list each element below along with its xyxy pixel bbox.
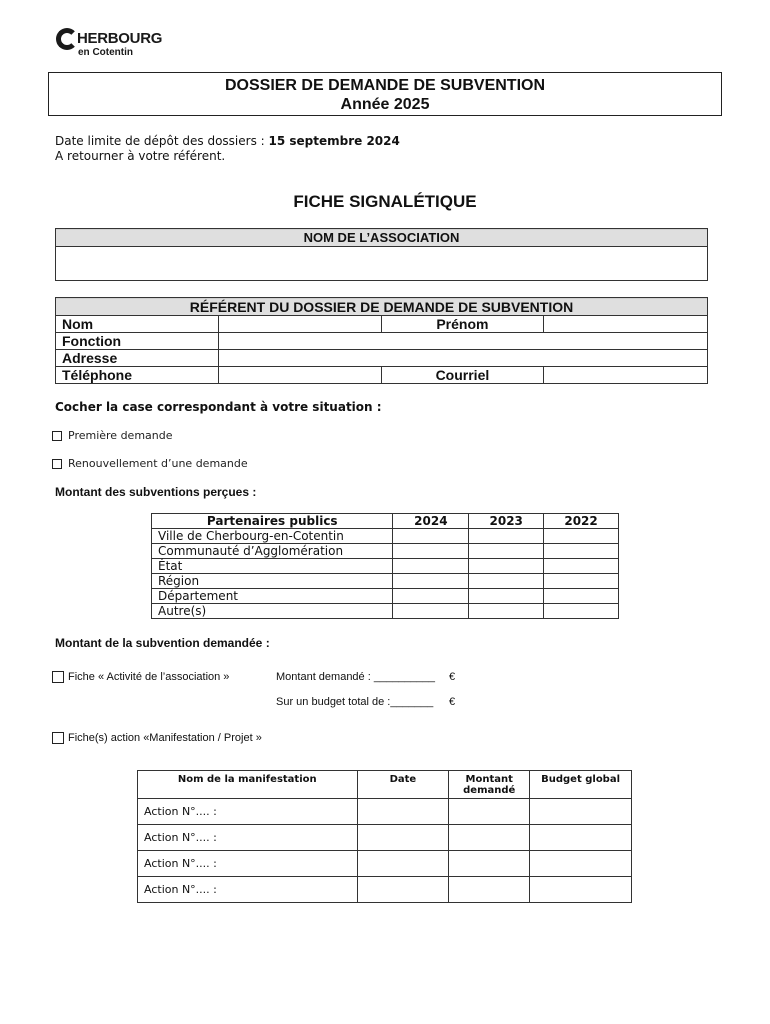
first-request-label: Première demande [68,429,173,442]
received-subsidies-table [151,513,619,619]
total-budget-label: Sur un budget total de :_______ [276,696,434,708]
amount-cell[interactable] [469,589,544,604]
action-row-label: Action N°.... : [138,825,358,851]
amount-cell[interactable] [469,559,544,574]
activity-sheet-option[interactable] [52,671,229,683]
requested-amount-header: Montant demandé [449,771,530,799]
year-2022-header: 2022 [544,514,619,529]
document-title-box [48,72,722,116]
total-budget-field[interactable] [276,696,433,708]
association-name-table [55,228,708,281]
amount-cell[interactable] [469,529,544,544]
action-cell[interactable] [449,825,530,851]
telephone-field[interactable] [218,367,381,384]
global-budget-header: Budget global [530,771,632,799]
renewal-option[interactable] [52,457,248,470]
first-request-checkbox[interactable] [52,431,62,441]
amount-cell[interactable] [544,589,619,604]
action-row-label: Action N°.... : [138,799,358,825]
action-cell[interactable] [357,851,449,877]
return-instruction: A retourner à votre référent. [55,149,226,163]
deadline-text [55,134,400,164]
fonction-field[interactable] [218,333,707,350]
deadline-date: 15 septembre 2024 [268,134,400,148]
prenom-field[interactable] [544,316,708,333]
amount-cell[interactable] [544,544,619,559]
referent-header: RÉFÉRENT DU DOSSIER DE DEMANDE DE SUBVENTION [56,298,708,316]
action-row-label: Action N°.... : [138,851,358,877]
action-sheet-label: Fiche(s) action «Manifestation / Projet » [68,732,262,744]
renewal-label: Renouvellement d’une demande [68,457,248,470]
action-sheet-option[interactable] [52,732,262,744]
action-cell[interactable] [449,799,530,825]
nom-label: Nom [56,316,219,333]
requested-amount-field[interactable] [276,671,435,683]
courriel-field[interactable] [544,367,708,384]
euro-symbol: € [449,696,456,708]
amount-cell[interactable] [393,544,469,559]
action-cell[interactable] [357,825,449,851]
adresse-label: Adresse [56,350,219,367]
action-cell[interactable] [449,851,530,877]
amount-cell[interactable] [544,559,619,574]
received-subsidies-label: Montant des subventions perçues : [55,485,257,499]
amount-cell[interactable] [393,589,469,604]
partner-row-label: État [152,559,393,574]
logo-c-mark [56,28,78,50]
nom-field[interactable] [218,316,381,333]
first-request-option[interactable] [52,429,173,442]
deadline-label: Date limite de dépôt des dossiers : [55,134,269,148]
year-2023-header: 2023 [469,514,544,529]
amount-cell[interactable] [393,529,469,544]
situation-instruction: Cocher la case correspondant à votre situation : [55,400,382,414]
partner-row-label: Département [152,589,393,604]
telephone-label: Téléphone [56,367,219,384]
document-year: Année 2025 [340,96,430,113]
action-cell[interactable] [530,799,632,825]
requested-amount-label: Montant demandé : __________ [276,671,436,683]
amount-cell[interactable] [544,574,619,589]
activity-sheet-checkbox[interactable] [52,671,64,683]
adresse-field[interactable] [218,350,707,367]
action-sheet-checkbox[interactable] [52,732,64,744]
action-cell[interactable] [530,851,632,877]
amount-cell[interactable] [393,604,469,619]
association-name-header: NOM DE L’ASSOCIATION [56,229,708,247]
fonction-label: Fonction [56,333,219,350]
amount-cell[interactable] [469,544,544,559]
actions-table [137,770,632,903]
amount-cell[interactable] [469,604,544,619]
amount-cell[interactable] [393,574,469,589]
euro-symbol: € [449,671,456,683]
action-cell[interactable] [530,825,632,851]
referent-table [55,297,708,384]
action-cell[interactable] [357,799,449,825]
action-cell[interactable] [357,877,449,903]
association-name-field[interactable] [56,247,708,281]
requested-subsidy-label: Montant de la subvention demandée : [55,636,270,650]
partners-header: Partenaires publics [152,514,393,529]
year-2024-header: 2024 [393,514,469,529]
logo [56,28,176,60]
amount-cell[interactable] [469,574,544,589]
section-title: FICHE SIGNALÉTIQUE [293,192,477,211]
logo-subtitle: en Cotentin [78,47,133,58]
partner-row-label: Ville de Cherbourg-en-Cotentin [152,529,393,544]
partner-row-label: Communauté d’Agglomération [152,544,393,559]
event-name-header: Nom de la manifestation [138,771,358,799]
prenom-label: Prénom [381,316,544,333]
date-header: Date [357,771,449,799]
courriel-label: Courriel [381,367,544,384]
amount-cell[interactable] [544,529,619,544]
amount-cell[interactable] [393,559,469,574]
partner-row-label: Autre(s) [152,604,393,619]
action-cell[interactable] [530,877,632,903]
partner-row-label: Région [152,574,393,589]
action-row-label: Action N°.... : [138,877,358,903]
action-cell[interactable] [449,877,530,903]
logo-name: HERBOURG [77,30,163,47]
amount-cell[interactable] [544,604,619,619]
activity-sheet-label: Fiche « Activité de l’association » [68,671,230,683]
renewal-checkbox[interactable] [52,459,62,469]
document-title: DOSSIER DE DEMANDE DE SUBVENTION [224,77,546,94]
